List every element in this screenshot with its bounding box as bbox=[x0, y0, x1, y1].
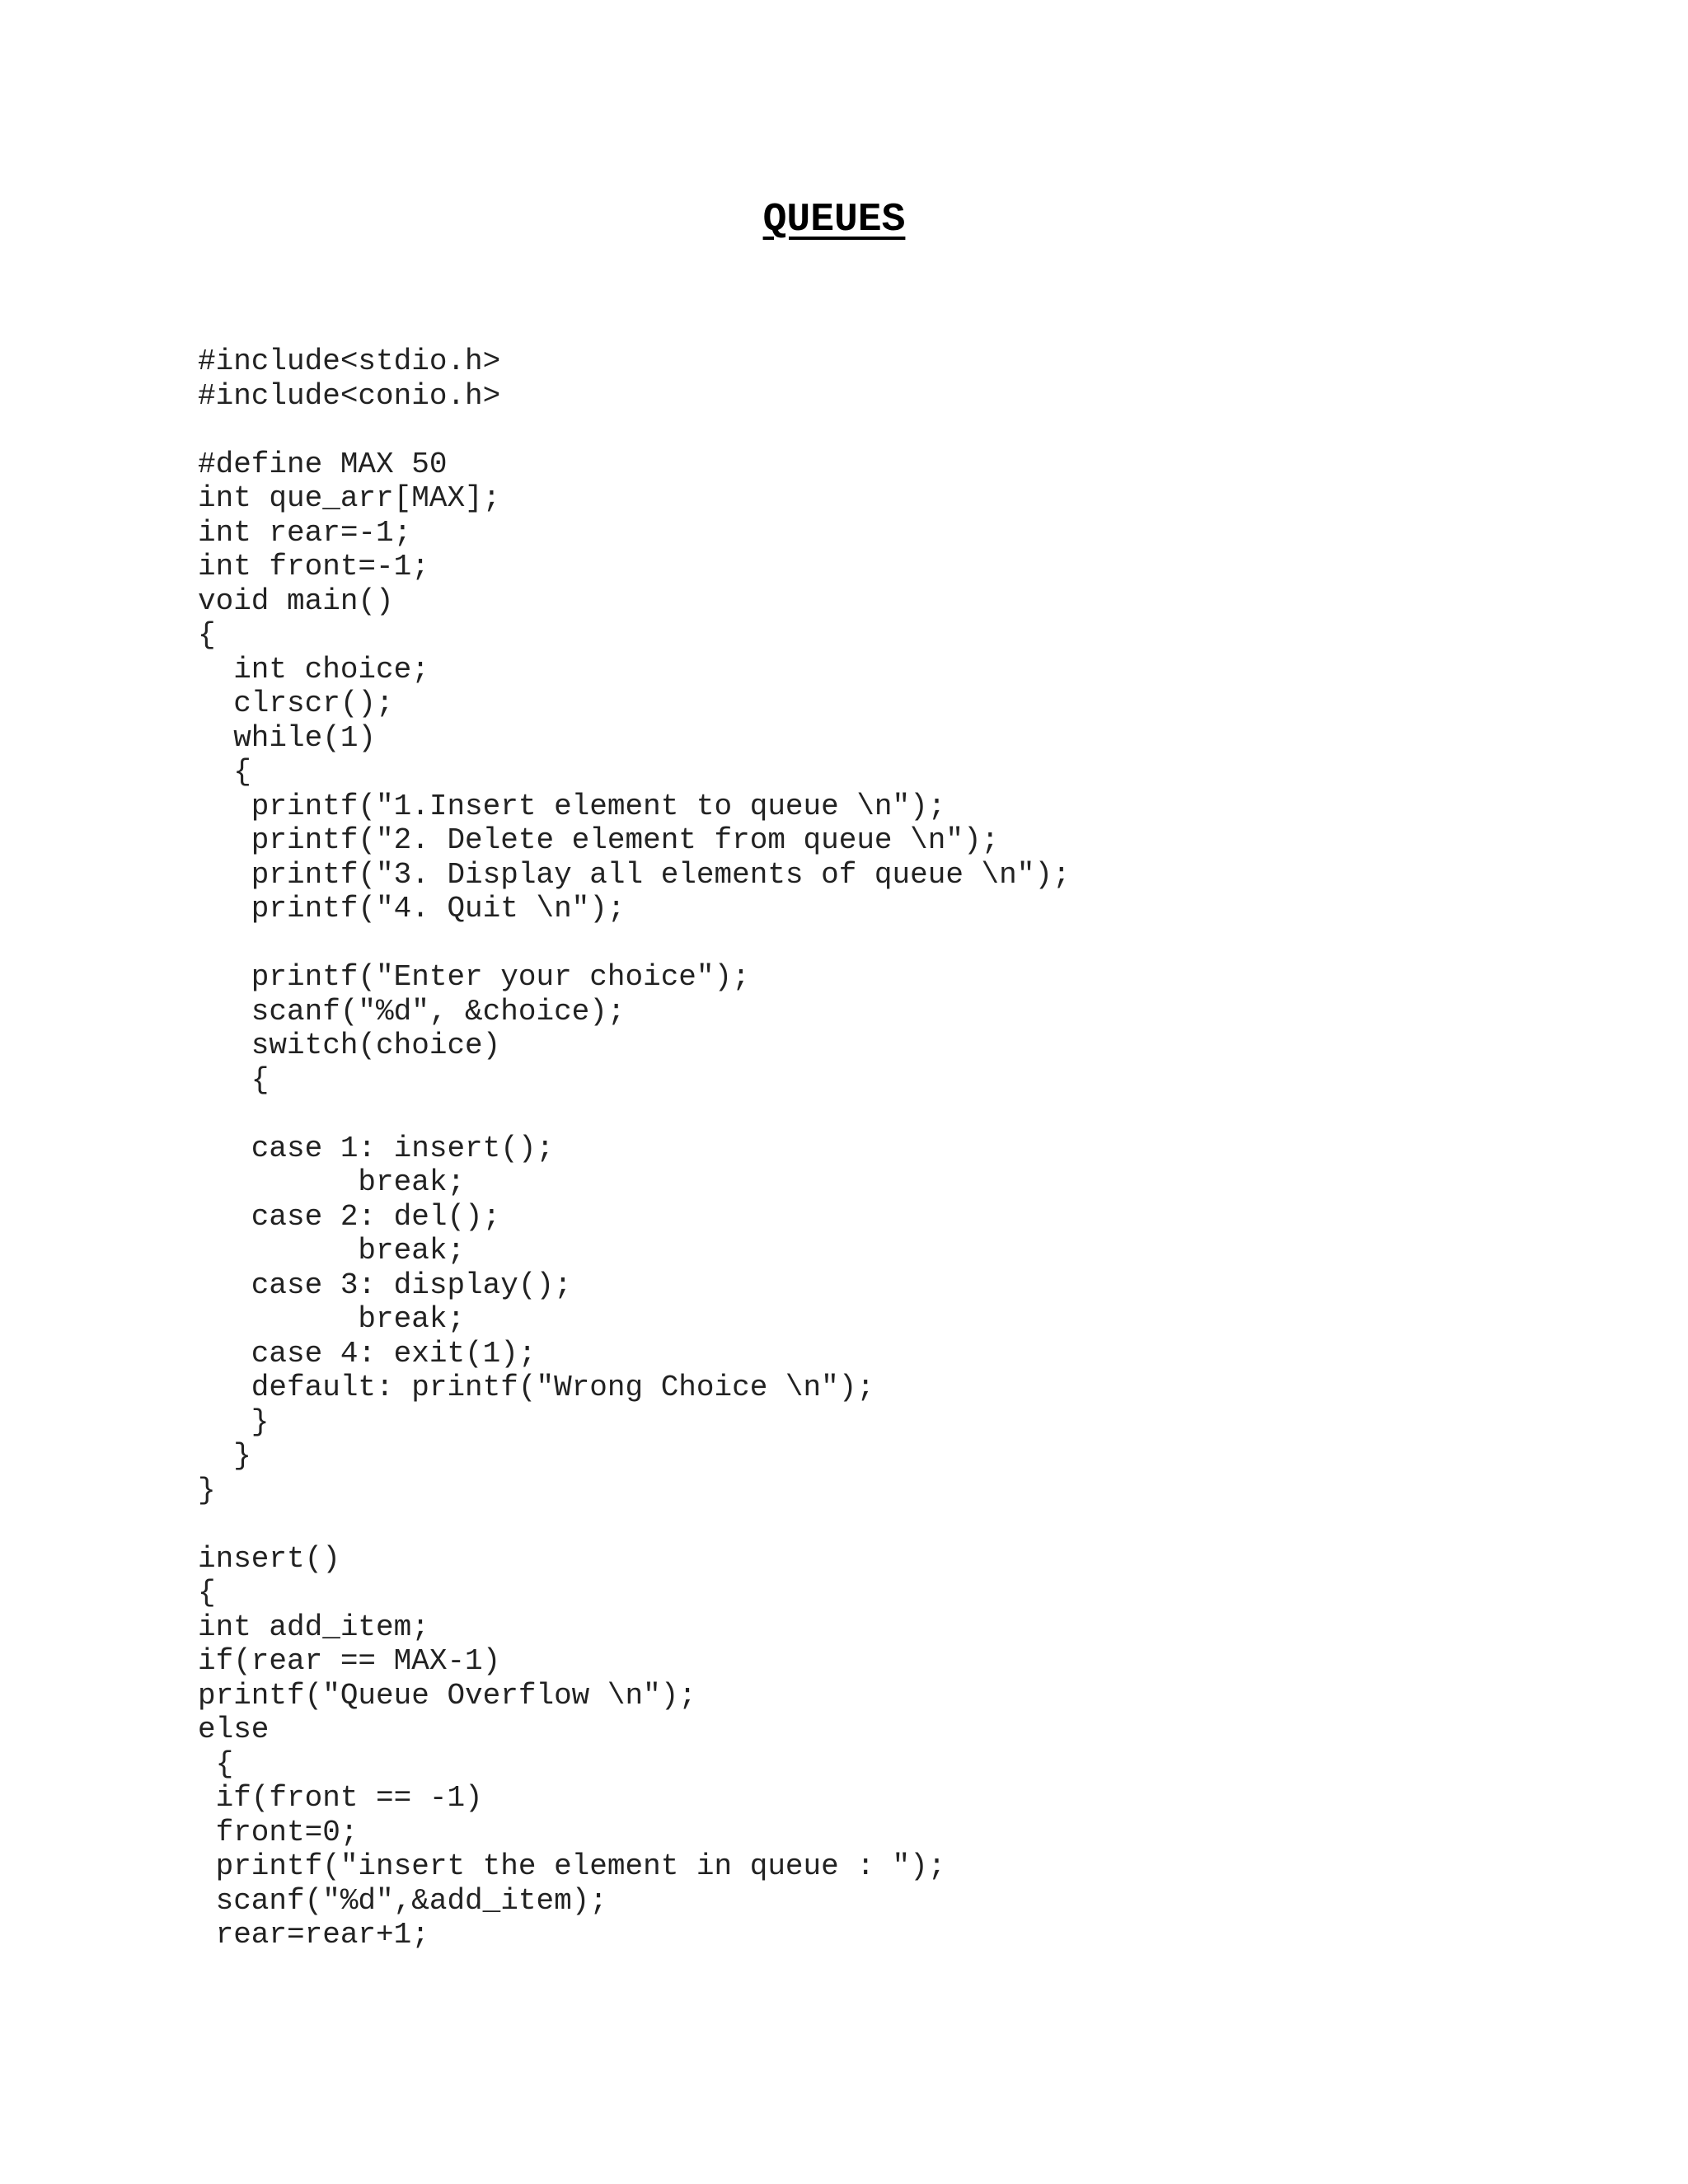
code-line: } bbox=[198, 1404, 270, 1439]
code-line: printf("insert the element in queue : "); bbox=[198, 1849, 946, 1883]
code-line: break; bbox=[198, 1234, 466, 1268]
code-line: { bbox=[198, 1576, 216, 1610]
code-line: { bbox=[198, 1062, 270, 1097]
code-line: else bbox=[198, 1713, 270, 1746]
code-line bbox=[198, 413, 1071, 448]
code-line: case 3: display(); bbox=[198, 1268, 572, 1302]
code-line: break; bbox=[198, 1302, 466, 1336]
code-line bbox=[198, 1097, 1071, 1132]
code-line: int choice; bbox=[198, 652, 429, 687]
code-line: } bbox=[198, 1439, 251, 1473]
code-line: void main() bbox=[198, 583, 394, 618]
code-line: clrscr(); bbox=[198, 687, 394, 720]
code-line: case 1: insert(); bbox=[198, 1131, 555, 1165]
code-line: switch(choice) bbox=[198, 1029, 501, 1062]
code-line: #include<stdio.h> bbox=[198, 344, 501, 378]
code-line: while(1) bbox=[198, 720, 377, 755]
code-line: if(front == -1) bbox=[198, 1781, 483, 1815]
code-line: scanf("%d",&add_item); bbox=[198, 1883, 607, 1918]
code-line: #include<conio.h> bbox=[198, 378, 501, 413]
code-line: int que_arr[MAX]; bbox=[198, 481, 501, 515]
code-line: printf("Enter your choice"); bbox=[198, 960, 750, 994]
code-line: rear=rear+1; bbox=[198, 1918, 429, 1952]
code-line: default: printf("Wrong Choice \n"); bbox=[198, 1371, 874, 1404]
code-line: int add_item; bbox=[198, 1610, 429, 1644]
code-line: { bbox=[198, 618, 216, 652]
code-line: int front=-1; bbox=[198, 550, 429, 583]
code-line: case 2: del(); bbox=[198, 1199, 501, 1234]
code-line: front=0; bbox=[198, 1815, 359, 1849]
code-line: printf("Queue Overflow \n"); bbox=[198, 1678, 696, 1713]
code-line: scanf("%d", &choice); bbox=[198, 994, 626, 1029]
code-line: printf("1.Insert element to queue \n"); bbox=[198, 789, 946, 823]
code-line bbox=[198, 1507, 1071, 1542]
code-line: case 4: exit(1); bbox=[198, 1336, 537, 1371]
code-line: #define MAX 50 bbox=[198, 447, 448, 481]
code-line bbox=[198, 926, 1071, 961]
code-line: int rear=-1; bbox=[198, 515, 412, 550]
code-line: printf("4. Quit \n"); bbox=[198, 892, 626, 926]
code-line: break; bbox=[198, 1165, 466, 1199]
code-line: printf("3. Display all elements of queue \n"); bbox=[198, 857, 1071, 892]
code-line: } bbox=[198, 1473, 216, 1507]
code-line: insert() bbox=[198, 1541, 340, 1576]
page-title: QUEUES bbox=[762, 198, 906, 242]
code-line: { bbox=[198, 755, 251, 789]
code-line: printf("2. Delete element from queue \n"); bbox=[198, 823, 1000, 857]
code-line: if(rear == MAX-1) bbox=[198, 1644, 501, 1678]
code-line: { bbox=[198, 1746, 234, 1781]
code-block bbox=[198, 344, 1071, 1952]
